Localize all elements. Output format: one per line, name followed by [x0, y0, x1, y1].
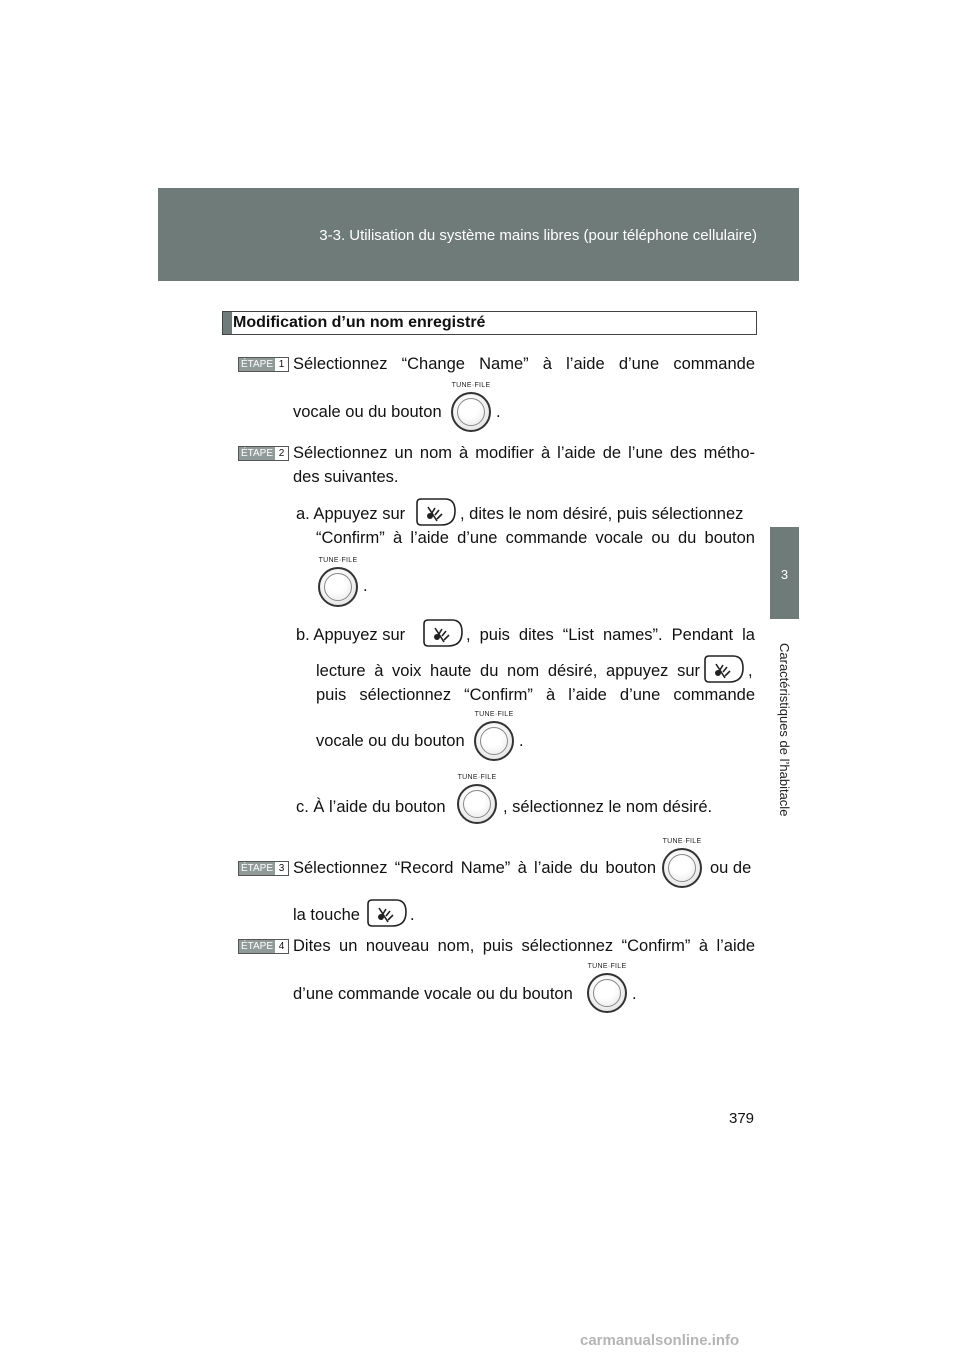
knob-circle [318, 567, 358, 607]
step-3-line-1-end: ou de [710, 859, 752, 877]
tune-file-knob-icon [446, 382, 496, 440]
step-1-line-2: vocale ou du bouton [293, 403, 442, 421]
tune-file-knob-icon [582, 963, 632, 1021]
knob-caption: TUNE·FILE [457, 774, 497, 781]
step-label: ÉTAPE [240, 448, 274, 459]
step-3-line-1: Sélectionnez “Record Name” à l’aide du bouton [293, 859, 656, 877]
knob-circle [457, 784, 497, 824]
step-label: ÉTAPE [240, 863, 274, 874]
chapter-side-title [770, 630, 799, 830]
knob-caption: TUNE·FILE [587, 963, 627, 970]
sub-a-line-1b: , dites le nom désiré, puis sélectionnez [460, 505, 744, 523]
step-badge-1 [238, 357, 289, 372]
sub-b-line-1b: , puis dites “List names”. Pendant la [466, 626, 755, 644]
sub-b-line-4b: . [519, 732, 524, 750]
page-number: 379 [729, 1110, 755, 1127]
sub-c-line-1b: , sélectionnez le nom désiré. [503, 798, 713, 816]
tune-file-knob-icon [657, 838, 707, 896]
section-heading [222, 311, 757, 335]
section-title: Modification d’un nom enregistré [233, 314, 486, 331]
step-2-line-2: des suivantes. [293, 468, 399, 486]
knob-circle [587, 973, 627, 1013]
step-label: ÉTAPE [240, 941, 274, 952]
sub-a-line-3: . [363, 577, 368, 595]
knob-circle [662, 848, 702, 888]
watermark: carmanualsonline.info [580, 1332, 740, 1349]
talk-switch-icon [415, 497, 457, 527]
sub-c-line-1a: c. À l’aide du bouton [296, 798, 446, 816]
sub-b-line-4a: vocale ou du bouton [316, 732, 465, 750]
step-label: ÉTAPE [240, 359, 274, 370]
chapter-tab [770, 527, 799, 619]
step-1-period: . [496, 403, 501, 421]
step-badge-4 [238, 939, 289, 954]
knob-caption: TUNE·FILE [318, 557, 358, 564]
step-number: 1 [275, 358, 288, 371]
knob-circle [451, 392, 491, 432]
step-number: 2 [275, 447, 288, 460]
sub-b-line-1a: b. Appuyez sur [296, 626, 406, 644]
knob-circle [474, 721, 514, 761]
chapter-side-title-text: Caractéristiques de l’habitacle [777, 643, 792, 817]
step-3-period: . [410, 906, 415, 924]
step-4-line-2: d’une commande vocale ou du bouton [293, 985, 573, 1003]
knob-caption: TUNE·FILE [662, 838, 702, 845]
step-badge-2 [238, 446, 289, 461]
step-4-line-1: Dites un nouveau nom, puis sélectionnez “Confirm” à l’aide [293, 937, 755, 955]
talk-switch-icon [366, 898, 408, 928]
sub-a-line-2: “Confirm” à l’aide d’une commande vocale ou du bouton [316, 529, 755, 547]
step-3-line-2: la touche [293, 906, 360, 924]
talk-switch-icon [422, 618, 464, 648]
sub-b-line-2b: , [748, 662, 753, 680]
tune-file-knob-icon [452, 774, 502, 832]
sub-b-line-3: puis sélectionnez “Confirm” à l’aide d’une commande [316, 686, 755, 704]
chapter-title: 3-3. Utilisation du système mains libres (pour téléphone cellulaire) [319, 227, 757, 244]
step-4-period: . [632, 985, 637, 1003]
sub-a-line-1a: a. Appuyez sur [296, 505, 406, 523]
sub-b-line-2a: lecture à voix haute du nom désiré, appuyez sur [316, 662, 700, 680]
talk-switch-icon [703, 654, 745, 684]
tune-file-knob-icon [469, 711, 519, 769]
step-2-line-1: Sélectionnez un nom à modifier à l’aide de l’une des métho- [293, 444, 755, 462]
knob-caption: TUNE·FILE [474, 711, 514, 718]
step-number: 3 [275, 862, 288, 875]
step-1-line-1: Sélectionnez “Change Name” à l’aide d’une commande [293, 355, 755, 373]
step-number: 4 [275, 940, 288, 953]
section-heading-bar [223, 312, 232, 334]
chapter-tab-number: 3 [780, 567, 789, 582]
chapter-header [158, 188, 799, 281]
tune-file-knob-icon [313, 557, 363, 615]
knob-caption: TUNE·FILE [451, 382, 491, 389]
step-badge-3 [238, 861, 289, 876]
